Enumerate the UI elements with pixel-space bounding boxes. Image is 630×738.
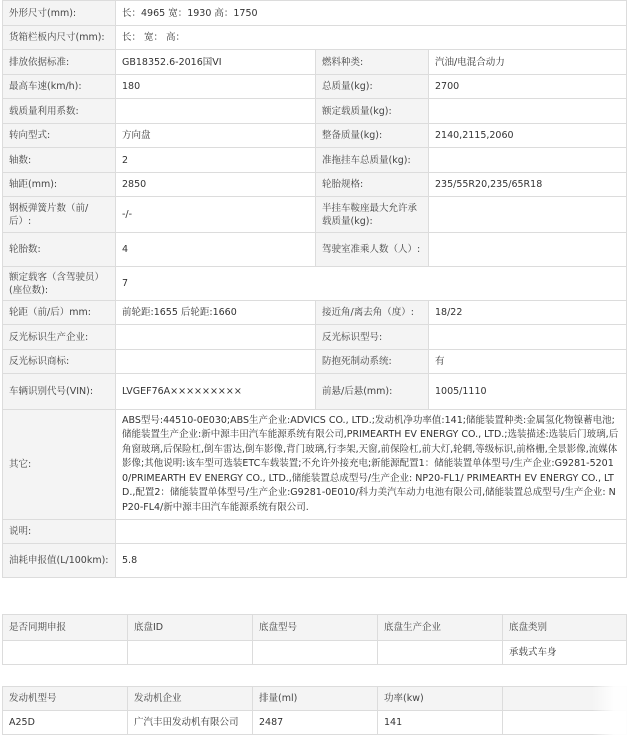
spec-row bbox=[3, 50, 627, 75]
spec-value: 2850 bbox=[116, 173, 316, 197]
spec-value: 235/55R20,235/65R18 bbox=[429, 173, 627, 197]
overhang-label: 前悬/后悬(mm): bbox=[316, 374, 429, 410]
spec-value: -/- bbox=[116, 197, 316, 233]
spec-row bbox=[3, 233, 627, 267]
angle-value: 18/22 bbox=[429, 301, 627, 325]
table-cell bbox=[253, 641, 378, 665]
spec-row-cargo bbox=[3, 26, 627, 50]
table-cell bbox=[3, 641, 128, 665]
spec-label: 额定载质量(kg): bbox=[316, 99, 429, 124]
spec-value: 方向盘 bbox=[116, 124, 316, 148]
vin-value: LVGEF76A××××××××× bbox=[116, 374, 316, 410]
spec-label: 最高车速(km/h): bbox=[3, 75, 116, 99]
spec-label: 轮胎规格: bbox=[316, 173, 429, 197]
table-cell: 承载式车身 bbox=[503, 641, 627, 665]
fuel-consumption-label: 油耗申报值(L/100km): bbox=[3, 544, 116, 578]
spec-label: 总质量(kg): bbox=[316, 75, 429, 99]
spec-label: 半挂车鞍座最大允许承载质量(kg): bbox=[316, 197, 429, 233]
spec-value: 2140,2115,2060 bbox=[429, 124, 627, 148]
spec-value bbox=[429, 233, 627, 267]
overhang-value: 1005/1110 bbox=[429, 374, 627, 410]
spec-label: 燃料种类: bbox=[316, 50, 429, 75]
other-label: 其它: bbox=[3, 410, 116, 520]
column-header: 发动机型号 bbox=[3, 687, 128, 711]
column-header: 排量(ml) bbox=[253, 687, 378, 711]
note-value bbox=[116, 520, 627, 544]
reflector-model-label: 反光标识型号: bbox=[316, 325, 429, 350]
spec-value bbox=[429, 197, 627, 233]
seats-label: 额定载客（含驾驶员）(座位数): bbox=[3, 267, 116, 301]
column-header: 是否同期申报 bbox=[3, 615, 128, 641]
spec-row-seats bbox=[3, 267, 627, 301]
angle-label: 接近角/离去角（度）: bbox=[316, 301, 429, 325]
spec-label: 准拖挂车总质量(kg): bbox=[316, 148, 429, 173]
spec-label: 轮胎数: bbox=[3, 233, 116, 267]
spec-row bbox=[3, 350, 627, 374]
spec-value: 4 bbox=[116, 233, 316, 267]
abs-label: 防抱死制动系统: bbox=[316, 350, 429, 374]
cargo-value: 长： 宽： 高： bbox=[116, 26, 627, 50]
table-cell bbox=[378, 641, 503, 665]
spec-label: 排放依据标准: bbox=[3, 50, 116, 75]
seats-value: 7 bbox=[116, 267, 627, 301]
dims-label: 外形尺寸(mm): bbox=[3, 1, 116, 26]
table-cell bbox=[128, 641, 253, 665]
track-value: 前轮距:1655 后轮距:1660 bbox=[116, 301, 316, 325]
chassis-table bbox=[2, 614, 627, 665]
engine-table bbox=[2, 686, 627, 735]
note-label: 说明: bbox=[3, 520, 116, 544]
column-header: 底盘型号 bbox=[253, 615, 378, 641]
cargo-label: 货箱栏板内尺寸(mm): bbox=[3, 26, 116, 50]
spec-value: 180 bbox=[116, 75, 316, 99]
spec-label: 整备质量(kg): bbox=[316, 124, 429, 148]
fuel-consumption-value: 5.8 bbox=[116, 544, 627, 578]
spec-value: 汽油/电混合动力 bbox=[429, 50, 627, 75]
spec-row-fuel bbox=[3, 544, 627, 578]
spec-label: 驾驶室准乘人数（人）: bbox=[316, 233, 429, 267]
table-cell: 141 bbox=[378, 711, 503, 735]
spec-label: 钢板弹簧片数（前/后）: bbox=[3, 197, 116, 233]
spec-value: 2 bbox=[116, 148, 316, 173]
abs-value: 有 bbox=[429, 350, 627, 374]
spec-row bbox=[3, 124, 627, 148]
spec-row bbox=[3, 75, 627, 99]
column-header: 底盘生产企业 bbox=[378, 615, 503, 641]
spec-value bbox=[116, 99, 316, 124]
spec-row bbox=[3, 173, 627, 197]
spec-label: 转向型式: bbox=[3, 124, 116, 148]
column-header: 底盘ID bbox=[128, 615, 253, 641]
spec-label: 载质量利用系数: bbox=[3, 99, 116, 124]
column-header: 发动机企业 bbox=[128, 687, 253, 711]
column-header: 底盘类别 bbox=[503, 615, 627, 641]
reflector-model-value bbox=[429, 325, 627, 350]
engine-header-row bbox=[3, 687, 627, 711]
track-label: 轮距（前/后）mm: bbox=[3, 301, 116, 325]
reflector-brand-value bbox=[116, 350, 316, 374]
spec-row bbox=[3, 374, 627, 410]
spec-row bbox=[3, 148, 627, 173]
spec-row bbox=[3, 301, 627, 325]
other-value: ABS型号:44510-0E030;ABS生产企业:ADVICS CO., LTD.;发动机净功率值:141;储能装置种类:金属氢化物镍蓄电池;储能装置生产企业:新中源丰田汽车能源系统有限公司,PRIMEARTH EV ENERGY CO., LTD.;选装描述:选装后门玻璃,后角窗玻璃,后保险杠,倒车雷达,倒车影像,背门玻璃,行李架,天窗,前保险杠,前大灯,轮辋,等级标识,前格栅,全景影像,流媒体影像;其他说明:该车型可选装ETC车载装置;不允许外接充电;新能源配置1：储能装置单体型号/生产企业:G9281-52010/PRIMEARTH EV ENERGY CO., LTD.,储能装置总成型号/生产企业: NP20-FL1/ PRIMEARTH EV ENERGY CO., LTD.,配置2：储能装置单体型号/生产企业:G9281-0E010/科力美汽车动力电池有限公司,储能装置总成型号/生产企业: NP20-FL4/新中源丰田汽车能源系统有限公司. bbox=[116, 410, 627, 520]
table-cell: 2487 bbox=[253, 711, 378, 735]
table-row bbox=[3, 711, 627, 735]
reflector-brand-label: 反光标识商标: bbox=[3, 350, 116, 374]
column-header: 功率(kw) bbox=[378, 687, 503, 711]
spec-row bbox=[3, 325, 627, 350]
reflector-company-label: 反光标识生产企业: bbox=[3, 325, 116, 350]
dims-value: 长：4965 宽：1930 高：1750 bbox=[116, 1, 627, 26]
spec-value bbox=[429, 99, 627, 124]
spec-value bbox=[429, 148, 627, 173]
chassis-header-row bbox=[3, 615, 627, 641]
spec-value: 2700 bbox=[429, 75, 627, 99]
table-cell: 广汽丰田发动机有限公司 bbox=[128, 711, 253, 735]
spec-row-dimensions bbox=[3, 1, 627, 26]
watermark-fade bbox=[592, 682, 630, 738]
table-row bbox=[3, 641, 627, 665]
spec-value: GB18352.6-2016国VI bbox=[116, 50, 316, 75]
table-cell: A25D bbox=[3, 711, 128, 735]
spec-row-note bbox=[3, 520, 627, 544]
spec-row bbox=[3, 197, 627, 233]
spec-row-other bbox=[3, 410, 627, 520]
reflector-company-value bbox=[116, 325, 316, 350]
spec-label: 轴距(mm): bbox=[3, 173, 116, 197]
spec-label: 轴数: bbox=[3, 148, 116, 173]
spec-row bbox=[3, 99, 627, 124]
vehicle-spec-table bbox=[2, 0, 627, 578]
vin-label: 车辆识别代号(VIN): bbox=[3, 374, 116, 410]
